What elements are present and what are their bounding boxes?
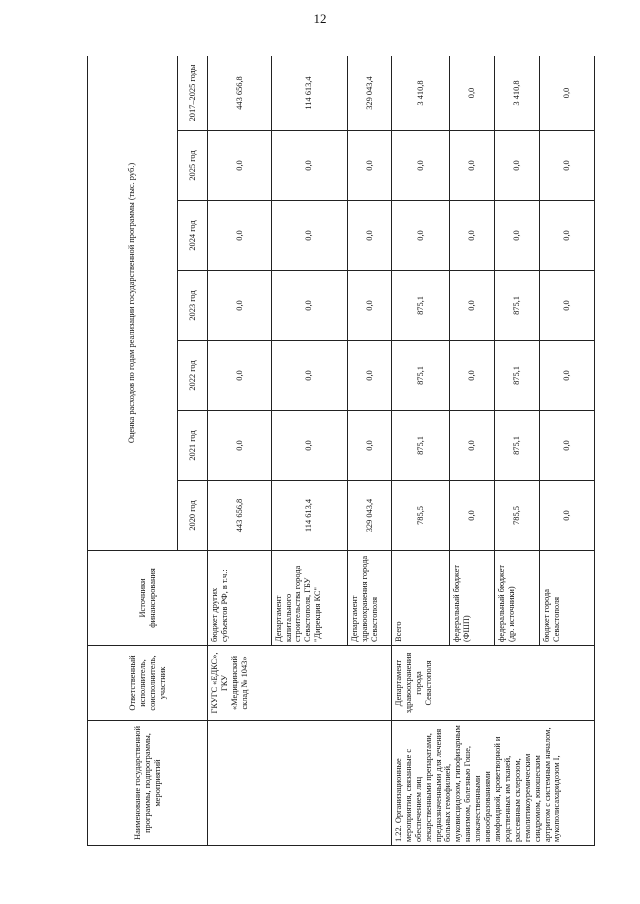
cell-value: 329 043,4	[348, 481, 392, 551]
cell-value: 0,0	[348, 411, 392, 481]
cell-value: 0,0	[539, 131, 594, 201]
cell-value: 3 410,8	[494, 56, 539, 131]
cell-value: 875,1	[494, 341, 539, 411]
cell-value: 0,0	[539, 411, 594, 481]
cell-value: 0,0	[208, 271, 271, 341]
cell-value: 114 613,4	[271, 481, 348, 551]
cell-value: 443 656,8	[208, 481, 271, 551]
table-row	[208, 56, 271, 846]
header-estimate: Оценка расходов по годам реализации государственной программы (тыс. руб.)	[88, 56, 178, 551]
cell-source: Всего	[391, 551, 449, 646]
cell-value: 0,0	[348, 201, 392, 271]
cell-value: 0,0	[450, 56, 495, 131]
cell-source: Департамент капитального строительства города Севастополя, ГБУ "Дирекция КС"	[271, 551, 348, 646]
header-year: 2021 год	[177, 411, 208, 481]
cell-value: 785,5	[391, 481, 449, 551]
cell-value: 0,0	[450, 131, 495, 201]
cell-value: 0,0	[539, 271, 594, 341]
cell-value: 0,0	[348, 271, 392, 341]
cell-value: 0,0	[348, 341, 392, 411]
cell-value: 0,0	[450, 201, 495, 271]
cell-executor: ГКУГС «ЕДКС», ГКУ «Медицинский склад № 1043»	[208, 646, 392, 721]
cell-value: 875,1	[494, 411, 539, 481]
cell-value: 0,0	[539, 56, 594, 131]
rotated-table-area	[87, 56, 595, 846]
header-source: Источники финансирования	[88, 551, 208, 646]
header-row	[88, 56, 178, 846]
cell-source: бюджет города Севастополя	[539, 551, 594, 646]
cell-value: 0,0	[539, 201, 594, 271]
cell-source: федеральный бюджет (ФШП)	[450, 551, 495, 646]
cell-measure-name: 1.22. Организационные мероприятия, связанные с обеспечением лиц лекарственными препаратами, предназначенными для лечения больных гемофилией, муковисцидозом, гипофизарным нанизмом, болезнью Гоше, злокачественными новообразованиями лимфоидной, кроветворной и родственных им тканей, рассеянным склерозом, гемолитикоуремическим синдромом, юношеским артритом с системным началом, мукополисахаридозом I,	[391, 721, 594, 846]
cell-value: 0,0	[208, 131, 271, 201]
cell-value: 0,0	[348, 131, 392, 201]
header-year: 2024 год	[177, 201, 208, 271]
cell-value: 0,0	[208, 411, 271, 481]
cell-value: 875,1	[391, 341, 449, 411]
cell-value: 0,0	[208, 201, 271, 271]
cell-source: Департамент здравоохранения города Севастополя	[348, 551, 392, 646]
cell-source: федеральный бюджет (др. источники)	[494, 551, 539, 646]
cell-value: 0,0	[494, 131, 539, 201]
page-number: 12	[313, 11, 327, 26]
cell-value: 443 656,8	[208, 56, 271, 131]
cell-value: 0,0	[271, 341, 348, 411]
landscape-layout	[87, 56, 595, 846]
cell-value: 0,0	[539, 341, 594, 411]
cell-value: 114 613,4	[271, 56, 348, 131]
cell-value: 0,0	[450, 481, 495, 551]
cell-value: 0,0	[450, 271, 495, 341]
header-year: 2017–2025 годы	[177, 56, 208, 131]
cell-source: бюджет других субъектов РФ, в т.ч.:	[208, 551, 271, 646]
cell-executor: Департамент здравоохранения города Севастополя	[391, 646, 594, 721]
cell-value: 3 410,8	[391, 56, 449, 131]
cell-value: 329 043,4	[348, 56, 392, 131]
cell-value: 0,0	[450, 341, 495, 411]
cell-value: 0,0	[494, 201, 539, 271]
expenses-table	[87, 56, 595, 846]
header-executor: Ответственный исполнитель, соисполнитель, участник	[88, 646, 208, 721]
cell-value: 0,0	[391, 201, 449, 271]
cell-value: 875,1	[494, 271, 539, 341]
cell-value: 875,1	[391, 411, 449, 481]
header-year: 2023 год	[177, 271, 208, 341]
header-year: 2022 год	[177, 341, 208, 411]
cell-value: 0,0	[271, 131, 348, 201]
cell-value: 0,0	[208, 341, 271, 411]
cell-value: 0,0	[539, 481, 594, 551]
cell-value: 0,0	[271, 411, 348, 481]
cell-value: 0,0	[391, 131, 449, 201]
cell-value: 0,0	[450, 411, 495, 481]
cell-value: 785,5	[494, 481, 539, 551]
header-name: Наименование государственной программы, подпрограммы, мероприятий	[88, 721, 208, 846]
table-row	[391, 56, 449, 846]
header-year: 2020 год	[177, 481, 208, 551]
cell-name-empty	[208, 721, 392, 846]
cell-value: 0,0	[271, 201, 348, 271]
cell-value: 875,1	[391, 271, 449, 341]
header-year: 2025 год	[177, 131, 208, 201]
cell-value: 0,0	[271, 271, 348, 341]
